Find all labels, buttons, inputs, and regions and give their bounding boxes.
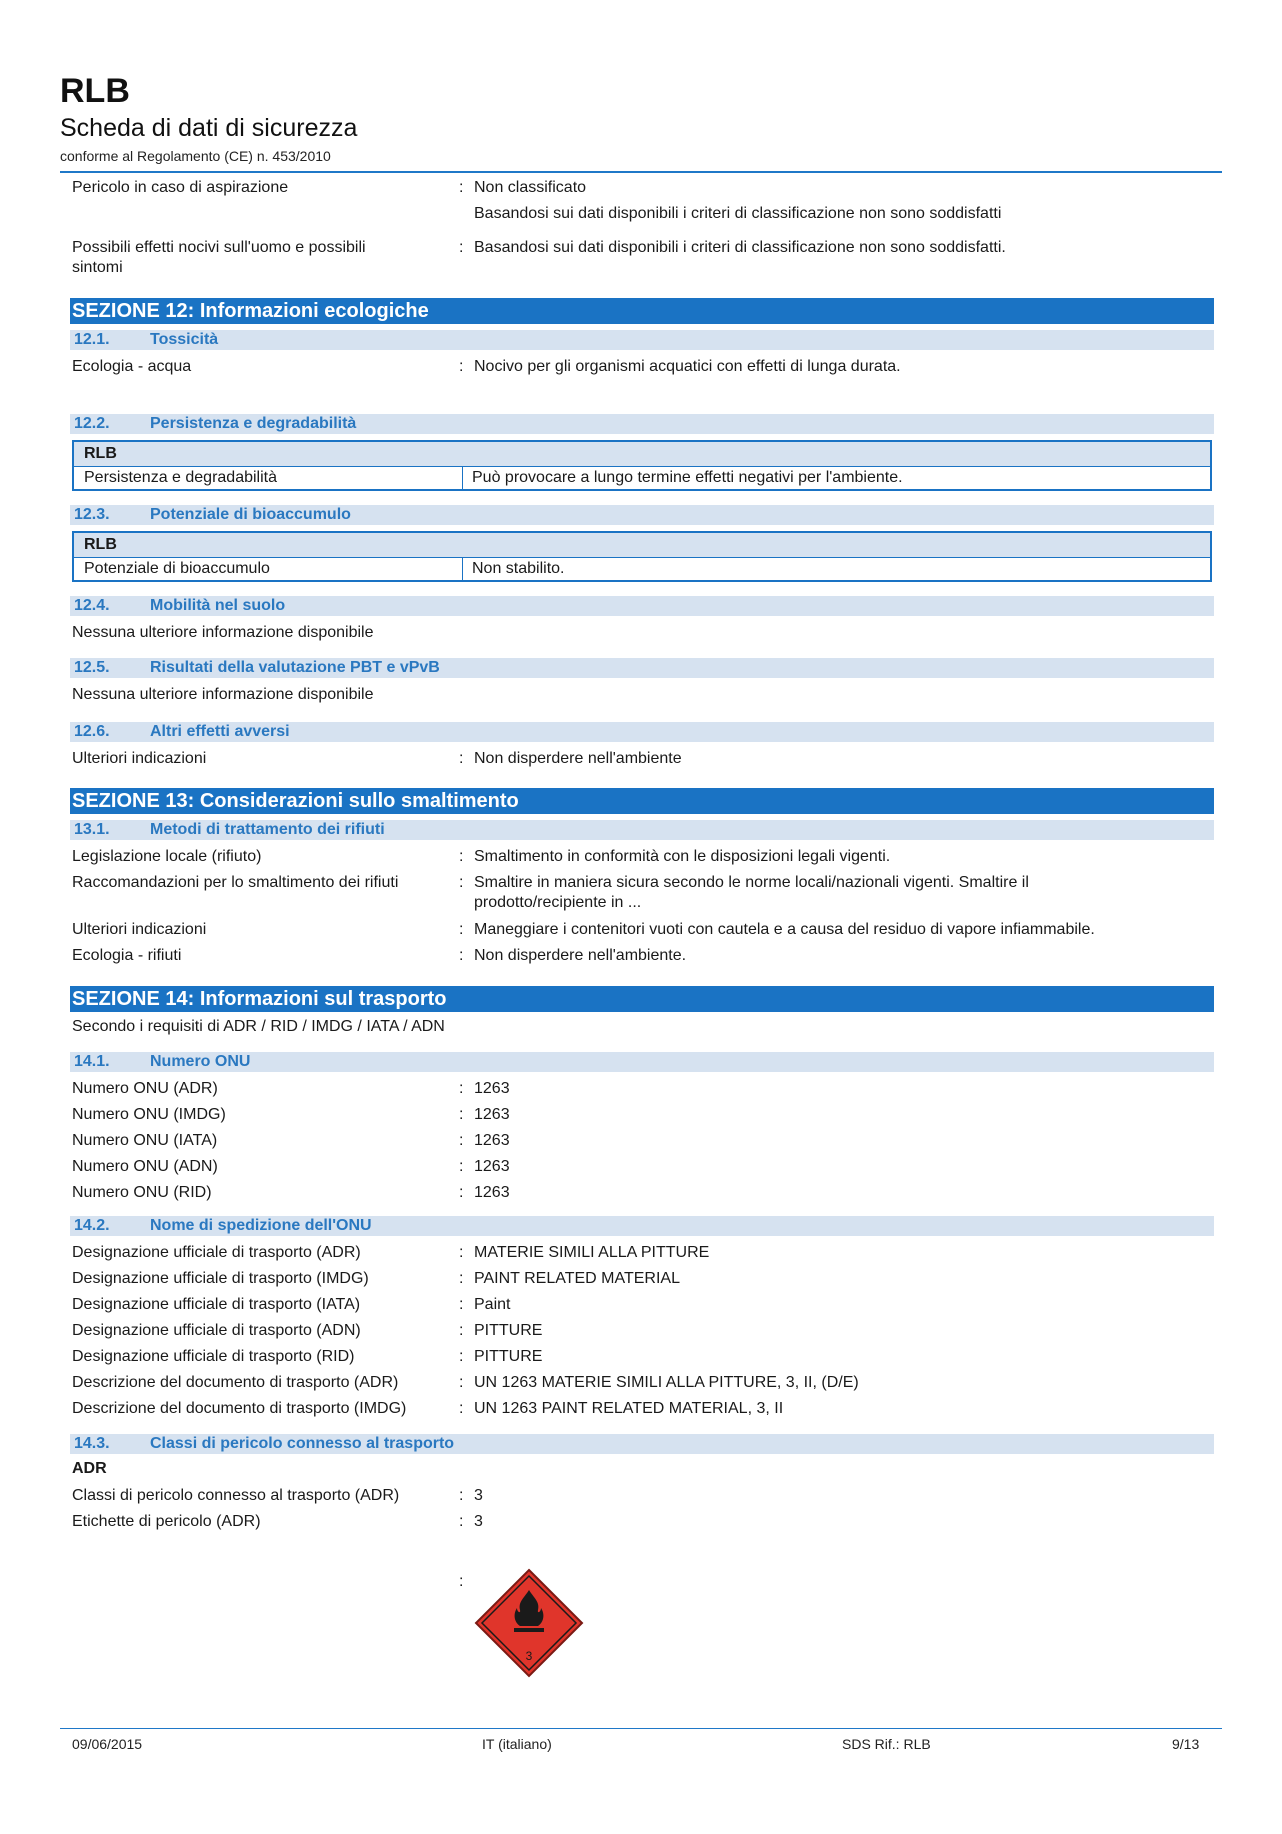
subsection-14-3 [70, 1434, 1214, 1454]
row-label: Ulteriori indicazioni [72, 750, 207, 767]
row-label: Legislazione locale (rifiuto) [72, 848, 262, 865]
subsection-12-5 [70, 658, 1214, 678]
row-colon: : [459, 1132, 464, 1149]
row-value: Non classificato [474, 179, 587, 196]
row-colon: : [459, 1573, 464, 1590]
row-colon: : [459, 874, 464, 891]
row-label: Raccomandazioni per lo smaltimento dei rifiuti [72, 874, 399, 891]
subsection-title: Nome di spedizione dell'ONU [150, 1217, 372, 1234]
table-header: RLB [74, 533, 1210, 558]
row-value: Smaltimento in conformità con le disposizioni legali vigenti. [474, 848, 891, 865]
row-colon: : [459, 921, 464, 938]
footer-date: 09/06/2015 [72, 1736, 143, 1752]
subsection-title: Persistenza e degradabilità [150, 415, 357, 432]
row-value: PITTURE [474, 1322, 543, 1339]
subsection-12-2 [70, 414, 1214, 434]
row-colon: : [459, 1348, 464, 1365]
table-cell-value: Non stabilito. [472, 560, 565, 577]
row-label: Descrizione del documento di trasporto (IMDG) [72, 1400, 407, 1417]
row-value: 1263 [474, 1184, 510, 1201]
row-value: 3 [474, 1513, 483, 1530]
row-value: PITTURE [474, 1348, 543, 1365]
row-value: 1263 [474, 1106, 510, 1123]
footer-page-number: 9/13 [1172, 1736, 1200, 1752]
row-label: Descrizione del documento di trasporto (ADR) [72, 1374, 399, 1391]
row-label: Classi di pericolo connesso al trasporto (ADR) [72, 1487, 400, 1504]
row-label: Designazione ufficiale di trasporto (RID) [72, 1348, 355, 1365]
table-cell-label: Persistenza e degradabilità [84, 469, 278, 486]
subsection-13-1 [70, 820, 1214, 840]
row-value: PAINT RELATED MATERIAL [474, 1270, 680, 1287]
footer-divider [60, 1728, 1222, 1729]
row-value: 1263 [474, 1080, 510, 1097]
section-13-header: SEZIONE 13: Considerazioni sullo smaltimento [70, 788, 1214, 814]
row-value: Paint [474, 1296, 511, 1313]
row-colon: : [459, 1487, 464, 1504]
document-subtitle: Scheda di dati di sicurezza [60, 114, 358, 142]
row-colon: : [459, 947, 464, 964]
row-label: Ulteriori indicazioni [72, 921, 207, 938]
subsection-number: 12.5. [74, 659, 110, 676]
row-colon: : [459, 1158, 464, 1175]
row-value: 3 [474, 1487, 483, 1504]
subsection-title: Metodi di trattamento dei rifiuti [150, 821, 385, 838]
header-divider [60, 171, 1222, 173]
regulation-note: conforme al Regolamento (CE) n. 453/2010 [60, 148, 331, 164]
no-info-text: Nessuna ulteriore informazione disponibile [72, 624, 374, 641]
section-12-header: SEZIONE 12: Informazioni ecologiche [70, 298, 1214, 324]
row-colon: : [459, 848, 464, 865]
row-colon: : [459, 1244, 464, 1261]
table-header: RLB [74, 442, 1210, 467]
row-label: Numero ONU (IMDG) [72, 1106, 226, 1123]
row-colon: : [459, 1270, 464, 1287]
row-colon: : [459, 1080, 464, 1097]
row-label: Designazione ufficiale di trasporto (IMDG) [72, 1270, 369, 1287]
pictogram-number: 3 [525, 1649, 533, 1663]
table-cell-label: Potenziale di bioaccumulo [84, 560, 270, 577]
subsection-14-2 [70, 1216, 1214, 1236]
persistence-table [72, 440, 1212, 491]
row-label: Numero ONU (ADR) [72, 1080, 218, 1097]
row-value: 1263 [474, 1158, 510, 1175]
row-value: Basandosi sui dati disponibili i criteri di classificazione non sono soddisfatti [474, 205, 1002, 222]
subsection-number: 12.2. [74, 415, 110, 432]
subsection-12-3 [70, 505, 1214, 525]
footer-language: IT (italiano) [482, 1736, 552, 1752]
footer-sds-ref: SDS Rif.: RLB [842, 1736, 931, 1752]
transport-intro: Secondo i requisiti di ADR / RID / IMDG / IATA / ADN [72, 1018, 445, 1035]
subsection-title: Potenziale di bioaccumulo [150, 506, 351, 523]
table-row [74, 558, 1210, 580]
table-row [74, 467, 1210, 489]
row-value: Smaltire in maniera sicura secondo le norme locali/nazionali vigenti. Smaltire il prodotto/recipiente in ... [474, 874, 1029, 911]
row-label: Designazione ufficiale di trasporto (ADN) [72, 1322, 361, 1339]
row-label: Pericolo in caso di aspirazione [72, 179, 289, 196]
row-colon: : [459, 1296, 464, 1313]
row-colon: : [459, 358, 464, 375]
row-value: Non disperdere nell'ambiente. [474, 947, 687, 964]
row-colon: : [459, 1374, 464, 1391]
subsection-number: 12.6. [74, 723, 110, 740]
document-title: RLB [60, 72, 130, 110]
subsection-12-1 [70, 330, 1214, 350]
row-colon: : [459, 179, 464, 196]
subsection-number: 14.2. [74, 1217, 110, 1234]
table-divider [462, 558, 463, 580]
subsection-12-4 [70, 596, 1214, 616]
row-value: UN 1263 MATERIE SIMILI ALLA PITTURE, 3, II, (D/E) [474, 1374, 859, 1391]
row-colon: : [459, 1322, 464, 1339]
subsection-number: 13.1. [74, 821, 110, 838]
row-value: MATERIE SIMILI ALLA PITTURE [474, 1244, 710, 1261]
row-value: Basandosi sui dati disponibili i criteri di classificazione non sono soddisfatti. [474, 239, 1006, 256]
subsection-12-6 [70, 722, 1214, 742]
row-colon: : [459, 1513, 464, 1530]
row-label: Numero ONU (RID) [72, 1184, 212, 1201]
no-info-text: Nessuna ulteriore informazione disponibile [72, 686, 374, 703]
row-label: Designazione ufficiale di trasporto (ADR) [72, 1244, 361, 1261]
subsection-number: 14.3. [74, 1435, 110, 1452]
row-colon: : [459, 750, 464, 767]
row-colon: : [459, 239, 464, 256]
row-colon: : [459, 1106, 464, 1123]
bioaccumulation-table [72, 531, 1212, 582]
row-label: Numero ONU (IATA) [72, 1132, 218, 1149]
row-label: Etichette di pericolo (ADR) [72, 1513, 261, 1530]
subsection-number: 12.3. [74, 506, 110, 523]
subsection-number: 12.4. [74, 597, 110, 614]
row-value: Maneggiare i contenitori vuoti con cautela e a causa del residuo di vapore infiammabile. [474, 921, 1095, 938]
adr-heading: ADR [72, 1460, 107, 1477]
row-label: Ecologia - rifiuti [72, 947, 182, 964]
row-label: Designazione ufficiale di trasporto (IATA) [72, 1296, 361, 1313]
subsection-title: Classi di pericolo connesso al trasporto [150, 1435, 455, 1452]
row-value: Non disperdere nell'ambiente [474, 750, 682, 767]
subsection-number: 12.1. [74, 331, 110, 348]
subsection-title: Altri effetti avversi [150, 723, 290, 740]
subsection-number: 14.1. [74, 1053, 110, 1070]
subsection-14-1 [70, 1052, 1214, 1072]
section-14-header: SEZIONE 14: Informazioni sul trasporto [70, 986, 1214, 1012]
row-label: Ecologia - acqua [72, 358, 192, 375]
row-label: Numero ONU (ADN) [72, 1158, 218, 1175]
row-value: Nocivo per gli organismi acquatici con effetti di lunga durata. [474, 358, 901, 375]
row-value: 1263 [474, 1132, 510, 1149]
row-value: UN 1263 PAINT RELATED MATERIAL, 3, II [474, 1400, 784, 1417]
row-label: Possibili effetti nocivi sull'uomo e possibili sintomi [72, 239, 366, 276]
row-colon: : [459, 1400, 464, 1417]
table-cell-value: Può provocare a lungo termine effetti negativi per l'ambiente. [472, 469, 903, 486]
flammable-liquid-class-3-icon [474, 1568, 584, 1678]
subsection-title: Mobilità nel suolo [150, 597, 286, 614]
subsection-title: Numero ONU [150, 1053, 251, 1070]
table-divider [462, 467, 463, 489]
row-colon: : [459, 1184, 464, 1201]
subsection-title: Risultati della valutazione PBT e vPvB [150, 659, 440, 676]
subsection-title: Tossicità [150, 331, 219, 348]
